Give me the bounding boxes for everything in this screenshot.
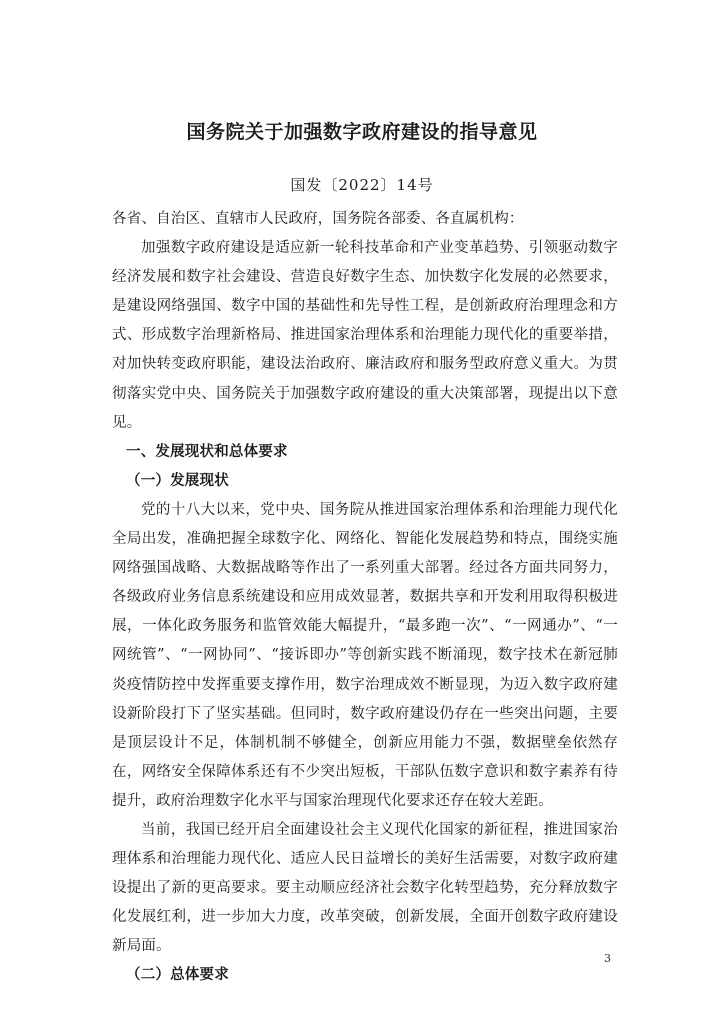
- document-title: 国务院关于加强数字政府建设的指导意见: [186, 121, 538, 143]
- subsection-heading-1: （一）发展现状: [126, 472, 229, 489]
- document-body: [112, 205, 618, 991]
- section-heading-1: 一、发展现状和总体要求: [126, 443, 288, 460]
- current-paragraph: 当前，我国已经开启全面建设社会主义现代化国家的新征程，推进国家治理体系和治理能力现代化、适应人民日益增长的美好生活需要，对数字政府建设提出了新的更高要求。要主动顺应经济社会数字化转型趋势，充分释放数字化发展红利，进一步加大力度，改革突破，创新发展，全面开创数字政府建设新局面。: [112, 821, 618, 955]
- addressee: 各省、自治区、直辖市人民政府，国务院各部委、各直属机构：: [112, 211, 524, 227]
- subsection-heading-2: （二）总体要求: [126, 967, 229, 984]
- page-number: 3: [604, 952, 611, 965]
- intro-paragraph: 加强数字政府建设是适应新一轮科技革命和产业变革趋势、引领驱动数字经济发展和数字社会建设、营造良好数字生态、加快数字化发展的必然要求，是建设网络强国、数字中国的基础性和先导性工程，是创新政府治理理念和方式、形成数字治理新格局、推进国家治理体系和治理能力现代化的重要举措，对加快转变政府职能，建设法治政府、廉洁政府和服务型政府意义重大。为贯彻落实党中央、国务院关于加强数字政府建设的重大决策部署，现提出以下意见。: [112, 240, 618, 431]
- status-paragraph: 党的十八大以来，党中央、国务院从推进国家治理体系和治理能力现代化全局出发，准确把握全球数字化、网络化、智能化发展趋势和特点，围绕实施网络强国战略、大数据战略等作出了一系列重大部署。经过各方面共同努力，各级政府业务信息系统建设和应用成效显著，数据共享和开发利用取得积极进展，一体化政务服务和监管效能大幅提升，“最多跑一次”、“一网通办”、“一网统管”、“一网协同”、“接诉即办”等创新实践不断涌现，数字技术在新冠肺炎疫情防控中发挥重要支撑作用，数字治理成效不断显现，为迈入数字政府建设新阶段打下了坚实基础。但同时，数字政府建设仍存在一些突出问题，主要是顶层设计不足，体制机制不够健全，创新应用能力不强，数据壁垒依然存在，网络安全保障体系还有不少突出短板，干部队伍数字意识和数字素养有待提升，政府治理数字化水平与国家治理现代化要求还存在较大差距。: [112, 501, 618, 809]
- document-number: 国发〔2022〕14号: [290, 176, 434, 194]
